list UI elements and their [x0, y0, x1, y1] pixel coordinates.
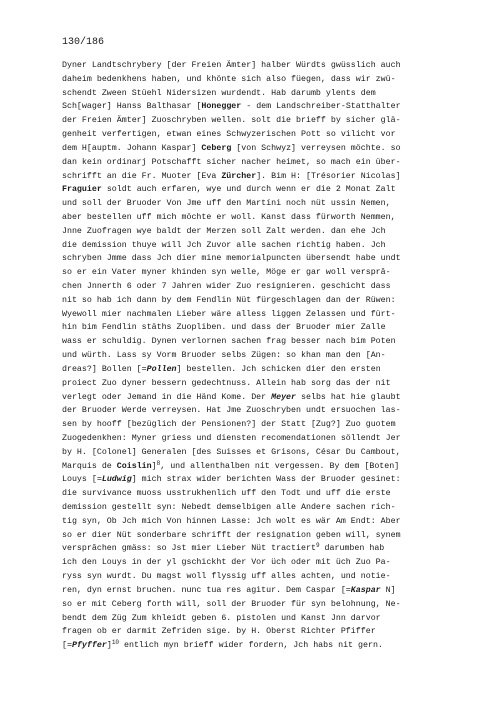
- text-line: [62, 363, 482, 377]
- text-segment: ]: [151, 461, 157, 471]
- text-segment: Jnne Zuofragen wye baldt der Merzen soll Zalt werden. dan ehe Jch: [62, 226, 386, 236]
- text-segment: demission gestellt syn: Nebedt demselbigen alle Andere sachen rich-: [62, 503, 396, 512]
- text-line: [62, 612, 482, 626]
- text-segment: ] bestellen. Jch schicken dier den ersten: [176, 364, 381, 374]
- text-segment: und würth. Lass sy Vorm Bruoder selbs Zügen: so khan man den [An-: [62, 351, 386, 361]
- text-segment: bendt dem Züg Zum khleidt geben 6. pistolen und Kanst Jnn darvor: [62, 613, 381, 623]
- text-segment: Marquis de: [62, 461, 117, 471]
- text-segment: fragen ob er darmit Zefriden sige. by H. Oberst Richter Pfiffer: [62, 627, 376, 637]
- text-line: [62, 639, 482, 653]
- bold-name: Coislin: [116, 461, 152, 471]
- text-line: [62, 515, 482, 529]
- text-line: [62, 349, 482, 363]
- text-segment: daheim bedenkhens haben, und khönte sich also füegen, dass wir zwü-: [62, 74, 396, 84]
- text-segment: die demission thuye will Jch Zuvor alle sachen richtig haben. Jch: [62, 240, 386, 250]
- bold-name: Honegger: [201, 102, 242, 112]
- bold-italic-name: Ludwig: [101, 475, 132, 485]
- text-line: [62, 142, 482, 156]
- text-segment: hin bim Fendlin stäths Zuopliben. und dass der Bruoder mier Zalle: [62, 323, 386, 333]
- text-line: [62, 487, 482, 501]
- text-line: [62, 418, 482, 432]
- text-line: [62, 377, 482, 391]
- text-segment: dem H[auptm. Johann Kaspar]: [62, 143, 202, 153]
- footnote-marker: 9: [315, 542, 320, 550]
- text-line: [62, 542, 482, 556]
- text-segment: Zuogedenkhen: Myner griess und diensten recomendationen söllendt Jer: [62, 433, 401, 443]
- text-line: [62, 59, 482, 73]
- text-line: [62, 266, 482, 280]
- text-line: [62, 100, 482, 114]
- text-segment: [=: [62, 641, 72, 651]
- text-segment: N]: [380, 585, 396, 595]
- text-line: [62, 321, 482, 335]
- bold-italic-name: Pollen: [146, 364, 177, 374]
- text-line: [62, 625, 482, 639]
- text-segment: so er ein Vater myner khinden syn welle, Möge er gar woll verspră-: [62, 268, 391, 278]
- text-segment: proiect Zuo dyner bessern gedechtnuss. Allein hab sorg das der nit: [62, 378, 391, 388]
- text-line: [62, 87, 482, 101]
- text-segment: darumben hab: [319, 544, 385, 554]
- text-line: [62, 170, 482, 184]
- text-segment: dreas?] Bollen [=: [62, 364, 147, 374]
- text-line: [62, 183, 482, 197]
- text-segment: aber bestellen uff mich möchte er woll. Kanst dass fürworth Nemmen,: [62, 212, 396, 222]
- text-segment: schrifft an die Fr. Muoter [Eva: [62, 171, 222, 181]
- text-segment: verlegt oder Jemand in die Händ Kome. Der: [62, 392, 272, 402]
- text-line: [62, 280, 482, 294]
- text-segment: ryss syn wurdt. Du magst woll flyssig uff alles achten, und notie-: [62, 572, 391, 582]
- text-segment: der Bruoder Werde verreysen. Hat Jme Zuoschryben undt ersuochen las-: [62, 406, 401, 416]
- footnote-marker: 8: [156, 459, 161, 467]
- text-line: [62, 114, 482, 128]
- text-line: [62, 432, 482, 446]
- text-segment: und soll der Bruoder Von Jme uff den Martíni noch nüt ussin Nemen,: [62, 199, 391, 209]
- text-segment: genheit verfertigen, etwan eines Schwyzerischen Pott so vilicht vor: [62, 130, 396, 140]
- text-segment: selbs hat hie glaubt: [296, 392, 401, 402]
- text-segment: so er dier Nüt sonderbare schrifft der resignation geben will, synem: [62, 530, 401, 540]
- text-segment: entlich myn brieff wider fordern, Jch habs nit gern.: [119, 641, 383, 651]
- text-line: [62, 446, 482, 460]
- bold-italic-name: Pfyffer: [71, 641, 107, 651]
- text-segment: Dyner Landtschrybery [der Freien Ämter] halber Würdts gwüsslich auch: [62, 61, 401, 70]
- text-segment: dan kein ordinarj Potschafft sicher nacher heimet, so mach ein über-: [62, 157, 401, 167]
- text-segment: die survivance muoss usstrukhenlich uff den Todt und uff die erste: [62, 489, 391, 499]
- text-segment: tig syn, Ob Jch mich Von hinnen Lasse: Jch wolt es wär Am Endt: Aber: [62, 516, 401, 526]
- text-segment: wass er schuldig. Dynen verlornen sachen frag besser nach bim Poten: [62, 337, 396, 347]
- text-line: [62, 128, 482, 142]
- text-line: [62, 584, 482, 598]
- text-line: [62, 335, 482, 349]
- text-line: [62, 598, 482, 612]
- text-segment: der Freien Ämter] Zuoschryben wellen. solt die brieff by sicher glä-: [62, 116, 401, 126]
- text-segment: versprăchen gmäss: so Jst mier Lieber Nüt tractiert: [62, 544, 316, 554]
- text-segment: ich den Louys in der yl gschickht der Vor üch oder mit üch Zuo Pa-: [62, 558, 391, 568]
- text-line: [62, 473, 482, 487]
- text-segment: chen Jnnerth 6 oder 7 Jahren wider Zuo resignieren. geschicht dass: [62, 282, 391, 291]
- text-segment: so er mit Ceberg forth will, soll der Bruoder für syn belohnung, Ne-: [62, 599, 401, 609]
- text-line: [62, 529, 482, 543]
- text-line: [62, 556, 482, 570]
- bold-name: Fraguier: [62, 185, 102, 195]
- bold-name: Zürcher: [221, 171, 257, 181]
- text-line: [62, 501, 482, 515]
- text-segment: schendt Zween Stüehl Nidersizen wurdendt. Hab darumb ylents dem: [62, 88, 376, 98]
- text-line: [62, 570, 482, 584]
- text-line: [62, 73, 482, 87]
- text-segment: Sch[wager] Hanss Balthasar [: [62, 102, 202, 112]
- text-line: [62, 391, 482, 405]
- text-line: [62, 156, 482, 170]
- text-line: [62, 460, 482, 474]
- text-line: [62, 308, 482, 322]
- page-number: 130/186: [62, 37, 105, 48]
- text-segment: ]: [106, 641, 112, 651]
- footnote-marker: 10: [111, 639, 120, 647]
- text-segment: ren, dyn ernst bruchen. nunc tua res agitur. Dem Caspar [=: [62, 585, 351, 595]
- text-segment: schryben Jmme dass Jch dier mine memorialpuncten übersendt habe undt: [62, 254, 401, 264]
- text-segment: sen by hooff [bezüglich der Pensionen?] der Statt [Zug?] Zuo guotem: [62, 420, 396, 430]
- text-line: [62, 225, 482, 239]
- text-segment: ] mich strax wider berichten Wass der Bruoder gesinet:: [131, 475, 401, 485]
- text-segment: nit so hab ich dann by dem Fendlin Nüt fürgeschlagen dan der Rüwen:: [62, 295, 396, 305]
- text-segment: ]. Bim H: [Trésorier Nicolas]: [256, 171, 401, 181]
- bold-italic-name: Kaspar: [350, 585, 381, 595]
- text-line: [62, 294, 482, 308]
- text-line: [62, 197, 482, 211]
- bold-italic-name: Meyer: [271, 392, 297, 402]
- text-segment: soldt auch erfaren, wye und durch wenn er die 2 Monat Zalt: [101, 185, 396, 195]
- letter-body-text: [62, 59, 482, 653]
- text-segment: - dem Landschreiber-Statthalter: [241, 102, 401, 112]
- text-segment: , und allenthalben nit vergessen. By dem [Boten]: [160, 461, 400, 471]
- text-segment: [von Schwyz] verreysen möchte. so: [231, 143, 401, 153]
- text-line: [62, 239, 482, 253]
- bold-name: Ceberg: [201, 143, 232, 153]
- text-segment: by H. [Colonel] Generalen [des Suisses et Grisons, César Du Cambout,: [62, 447, 401, 457]
- text-segment: Wyewoll mier nachmalen Lieber wäre alless liggen Zelassen und fürt-: [62, 309, 396, 319]
- text-line: [62, 211, 482, 225]
- text-segment: Louys [=: [62, 475, 102, 485]
- text-line: [62, 252, 482, 266]
- text-line: [62, 404, 482, 418]
